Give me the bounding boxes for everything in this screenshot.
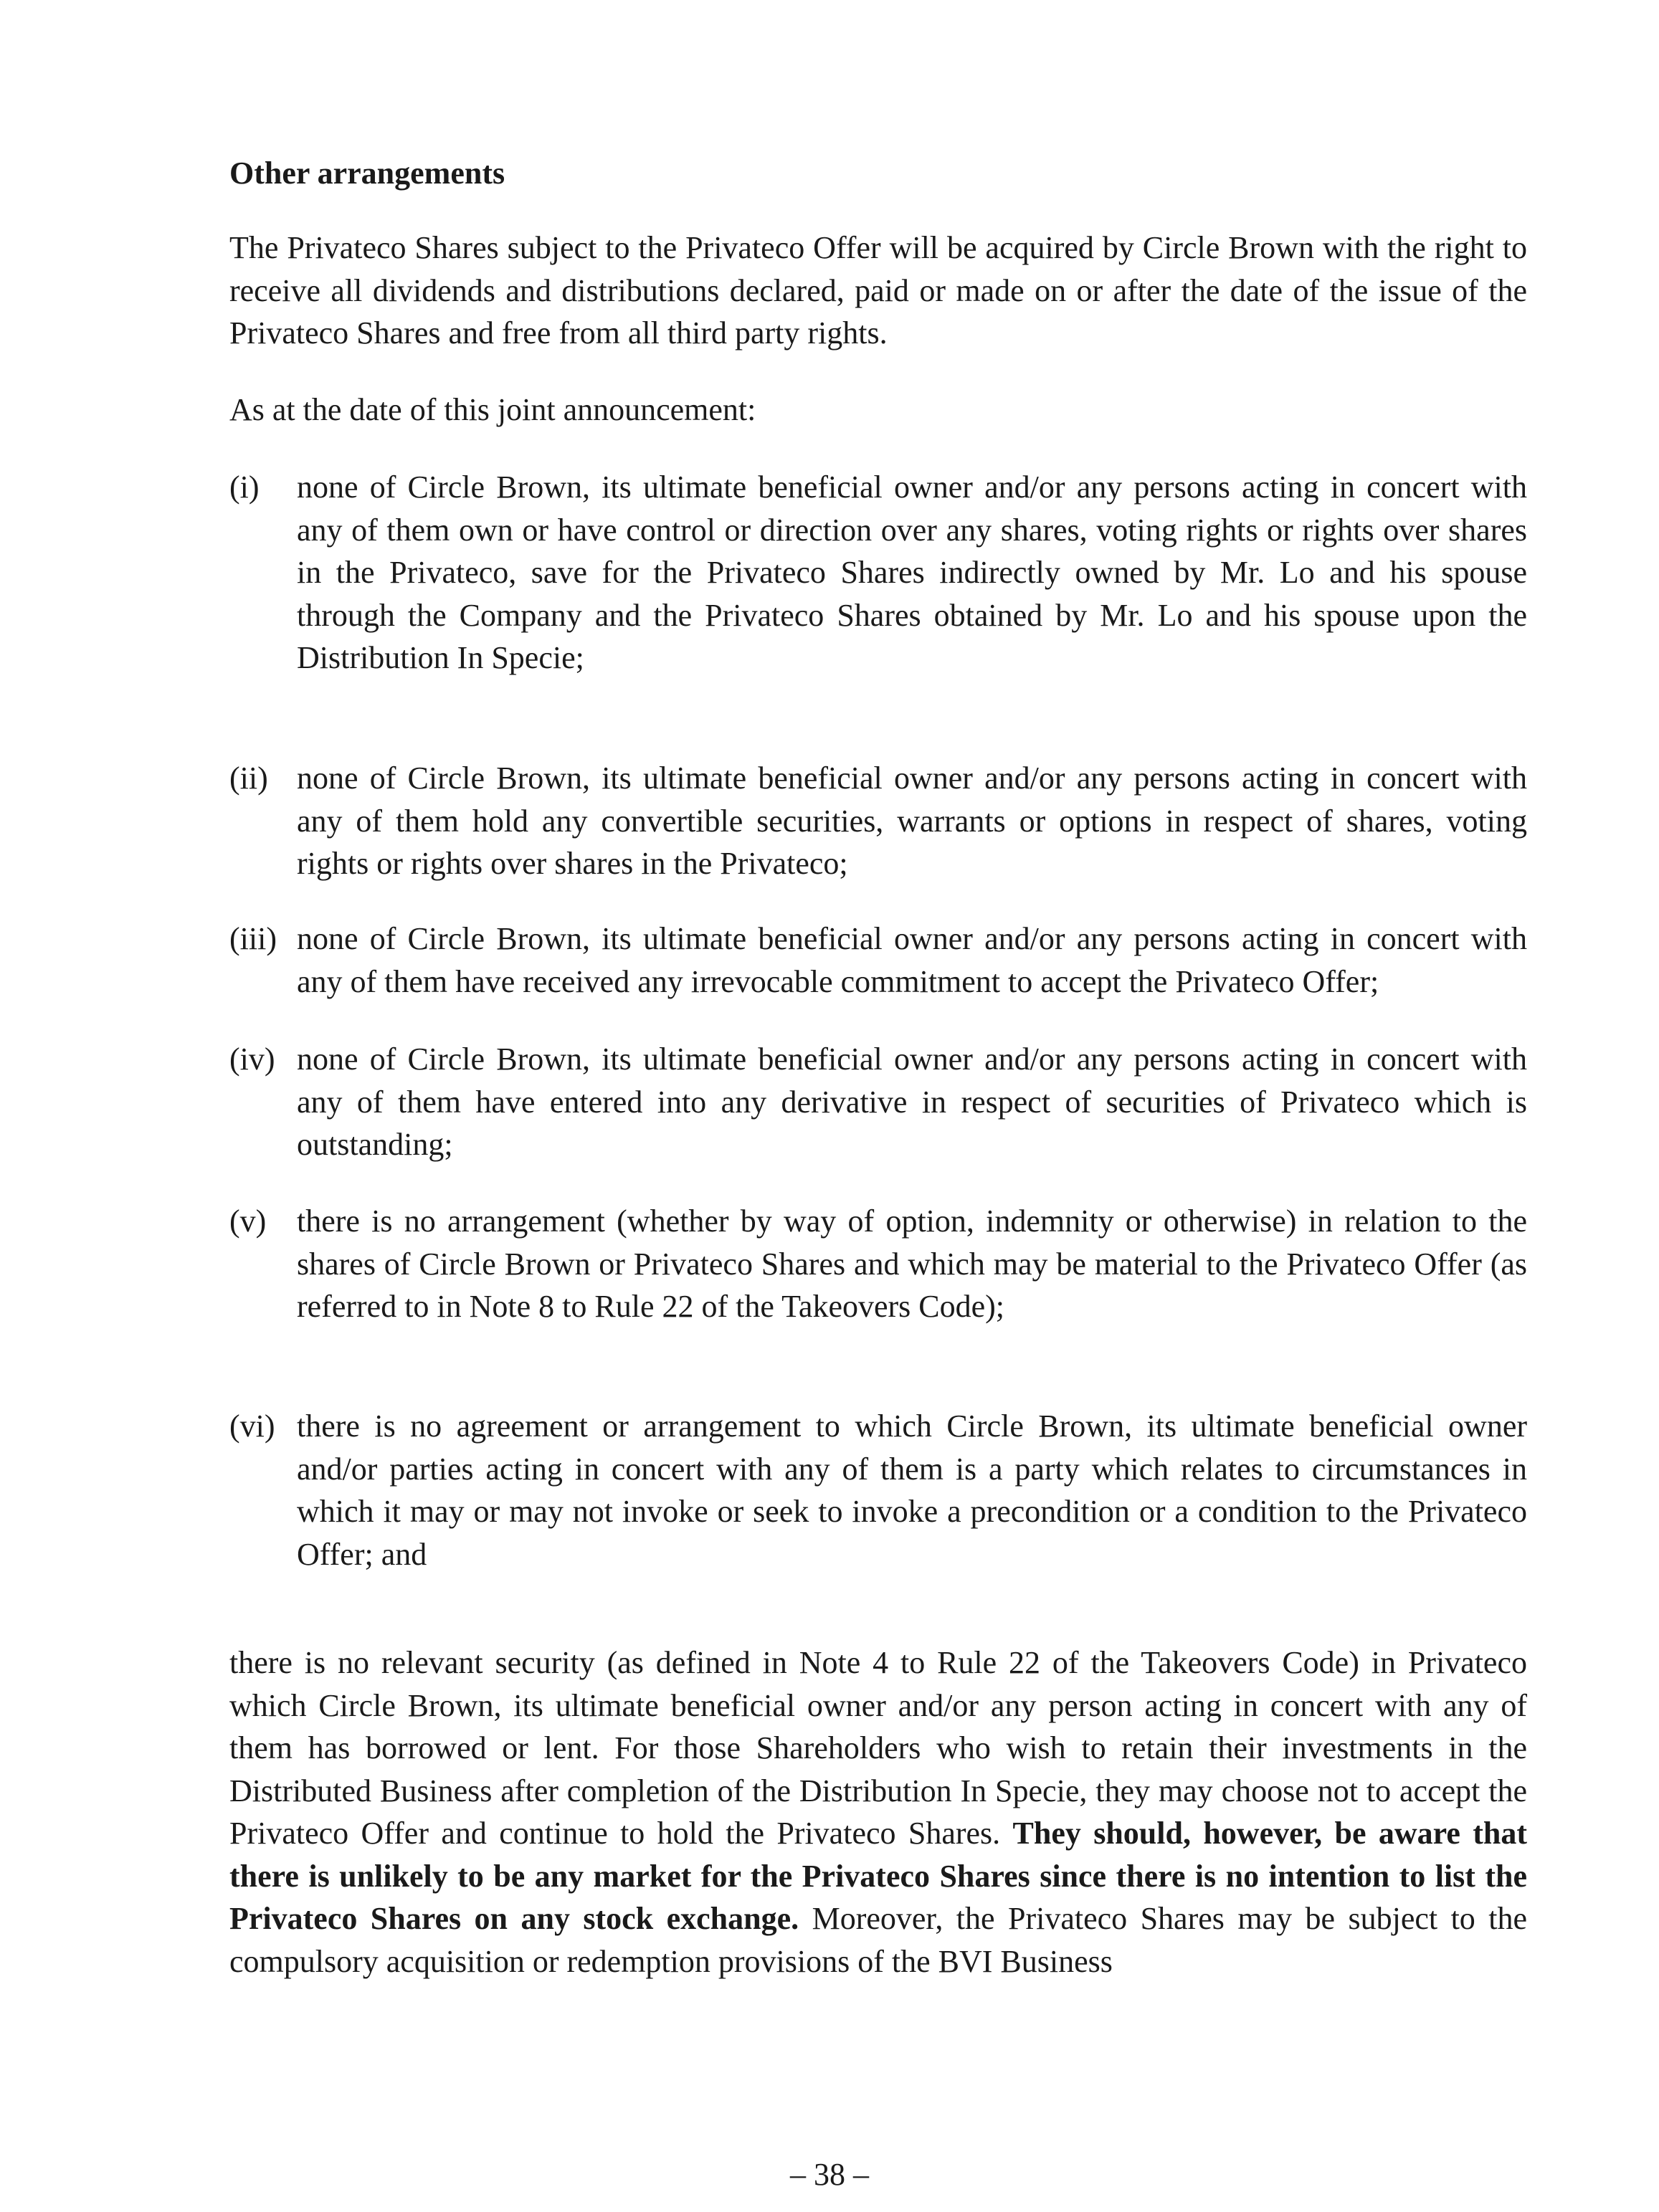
list-item-text: none of Circle Brown, its ultimate beneficial owner and/or any persons acting in concert with any of them have entered into any derivative in respect of securities of Privateco which is outstanding;: [297, 1041, 1527, 1162]
section-heading: Other arrangements: [229, 156, 505, 191]
paragraph-intro: As at the date of this joint announcement:: [229, 392, 756, 427]
list-item: [229, 1200, 1527, 1328]
list-item-text: none of Circle Brown, its ultimate beneficial owner and/or any persons acting in concert with any of them have received any irrevocable commitment to accept the Privateco Offer;: [297, 921, 1527, 999]
list-item: [229, 917, 1527, 1003]
list-marker: (ii): [229, 761, 268, 796]
list-marker: (iii): [229, 921, 277, 956]
page-number: – 38 –: [790, 2157, 869, 2192]
list-marker: (iv): [229, 1041, 275, 1077]
bold-warning-text: They should, however, be aware that there is unlikely to be any market for the Privateco Shares since there is no intention to list the Privateco Shares on any stock exchange.: [229, 1816, 1527, 1936]
list-item-text: there is no agreement or arrangement to which Circle Brown, its ultimate beneficial owner and/or parties acting in concert with any of them is a party which relates to circumstances in which it may or may not invoke or seek to invoke a precondition or a condition to the Privateco Offer; and: [297, 1408, 1527, 1572]
paragraph-text: there is no relevant security (as defined in Note 4 to Rule 22 of the Takeovers Code) in Privateco which Circle Brown, its ultimate beneficial owner and/or any person acting in concert with any of them has borrowed or lent. For those Shareholders who wish to retain their investments in the Distributed Business after completion of the Distribution In Specie, they may choose not to accept the Privateco Offer and continue to hold the Privateco Shares.: [229, 1645, 1527, 1851]
list-marker: (i): [229, 469, 260, 505]
list-marker: (v): [229, 1203, 267, 1239]
paragraph-rights: The Privateco Shares subject to the Privateco Offer will be acquired by Circle Brown with the right to receive all dividends and distributions declared, paid or made on or after the date of the issue of the Privateco Shares and free from all third party rights.: [229, 230, 1527, 351]
list-item: [229, 466, 1527, 680]
list-item: [229, 1405, 1527, 1575]
list-item: [229, 757, 1527, 885]
paragraph-relevant-security: [229, 1641, 1527, 1983]
list-marker: (vi): [229, 1408, 275, 1444]
list-item-text: there is no arrangement (whether by way of option, indemnity or otherwise) in relation to the shares of Circle Brown or Privateco Shares and which may be material to the Privateco Offer (as referred to in Note 8 to Rule 22 of the Takeovers Code);: [297, 1203, 1527, 1324]
list-item: [229, 1038, 1527, 1166]
list-item-text: none of Circle Brown, its ultimate beneficial owner and/or any persons acting in concert with any of them own or have control or direction over any shares, voting rights or rights over shares in the Privateco, save for the Privateco Shares indirectly owned by Mr. Lo and his spouse through the Company and the Privateco Shares obtained by Mr. Lo and his spouse upon the Distribution In Specie;: [297, 469, 1527, 675]
paragraph-text-continued: Moreover, the Privateco Shares may be subject to the compulsory acquisition or redemption provisions of the BVI Business: [229, 1901, 1527, 1979]
list-item-text: none of Circle Brown, its ultimate beneficial owner and/or any persons acting in concert with any of them hold any convertible securities, warrants or options in respect of shares, voting rights or rights over shares in the Privateco;: [297, 761, 1527, 881]
